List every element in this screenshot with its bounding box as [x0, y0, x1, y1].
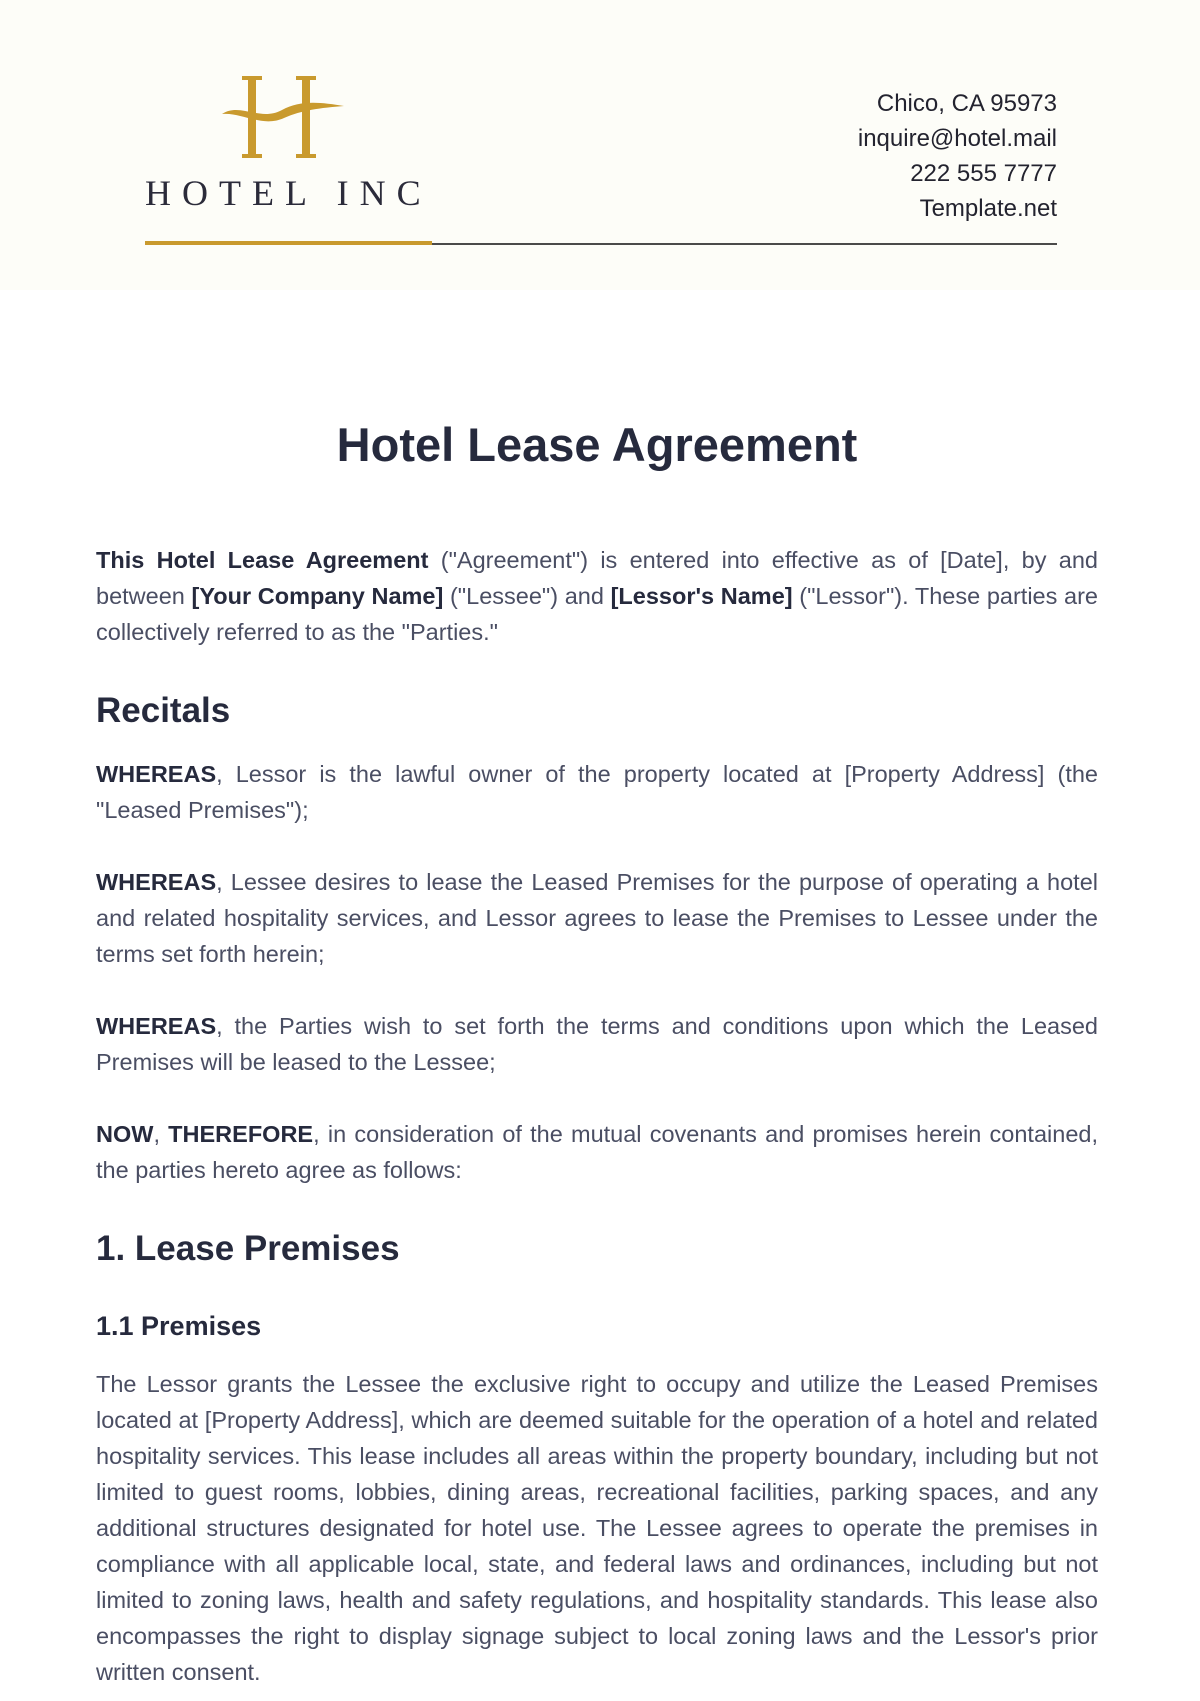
contact-phone[interactable]: 222 555 7777: [910, 160, 1057, 187]
recital-3: [96, 1008, 1098, 1080]
now-label: NOW: [96, 1121, 154, 1147]
contact-address: Chico, CA 95973: [876, 90, 1057, 117]
now-separator: ,: [153, 1121, 169, 1147]
section-1-1-body: The Lessor grants the Lessee the exclusive right to occupy and utilize the Leased Premises located at [Property Address], which are deemed suitable for the operation of a hotel and related hospitality services. This lease includes all areas within the property boundary, including but not limited to guest rooms, lobbies, dining areas, recreational facilities, parking spaces, and any additional structures designated for hotel use. The Lessee agrees to operate the premises in compliance with all applicable local, state, and federal laws and ordinances, including but not limited to zoning laws, health and safety regulations, and hospitality standards. This lease also encompasses the right to display signage subject to local zoning laws and the Lessor's prior written consent.: [96, 1371, 1098, 1685]
contact-email[interactable]: inquire@hotel.mail: [857, 125, 1057, 152]
intro-text-2: ("Lessee") and: [443, 583, 611, 609]
intro-bold-lessor: [Lessor's Name]: [610, 583, 793, 609]
brand-name: HOTEL INC: [145, 173, 432, 213]
header-rule-accent: [145, 241, 432, 245]
document-body: [96, 410, 1098, 1701]
recital-1: [96, 756, 1098, 828]
document-title: Hotel Lease Agreement: [336, 418, 858, 471]
recital-3-text: , the Parties wish to set forth the terms and conditions upon which the Leased Premises will be leased to the Lessee;: [96, 1013, 1098, 1075]
recital-4-text: , in consideration of the mutual covenants and promises herein contained, the parties hereto agree as follows:: [96, 1121, 1098, 1183]
hotel-logo: [145, 72, 432, 213]
recital-2: [96, 864, 1098, 972]
whereas-label: WHEREAS: [96, 869, 217, 895]
recital-2-text: , Lessee desires to lease the Leased Premises for the purpose of operating a hotel and related hospitality services, and Lessor agrees to lease the Premises to Lessee under the terms set forth herein;: [96, 869, 1098, 967]
header-rule: [432, 243, 1057, 245]
contact-block: [858, 86, 1057, 226]
recital-4: [96, 1116, 1098, 1188]
recital-1-text: , Lessor is the lawful owner of the property located at [Property Address] (the "Leased Premises");: [96, 761, 1098, 823]
intro-bold-agreement: This Hotel Lease Agreement: [96, 547, 429, 573]
whereas-label: WHEREAS: [96, 1013, 217, 1039]
intro-bold-company: [Your Company Name]: [191, 583, 444, 609]
intro-text-1: ("Agreement") is entered into effective as of [Date], by and between: [96, 547, 1098, 609]
therefore-label: THEREFORE: [168, 1121, 314, 1147]
section-1-1-heading: 1.1 Premises: [96, 1311, 262, 1341]
whereas-label: WHEREAS: [96, 761, 217, 787]
hotel-h-monogram-icon: [220, 72, 350, 162]
recitals-heading: Recitals: [96, 691, 231, 730]
section-1-heading: 1. Lease Premises: [96, 1229, 400, 1268]
intro-text-3: ("Lessor"). These parties are collectively referred to as the "Parties.": [96, 583, 1098, 645]
intro-paragraph: [96, 542, 1098, 650]
contact-website[interactable]: Template.net: [919, 195, 1057, 222]
letterhead: [0, 0, 1200, 290]
